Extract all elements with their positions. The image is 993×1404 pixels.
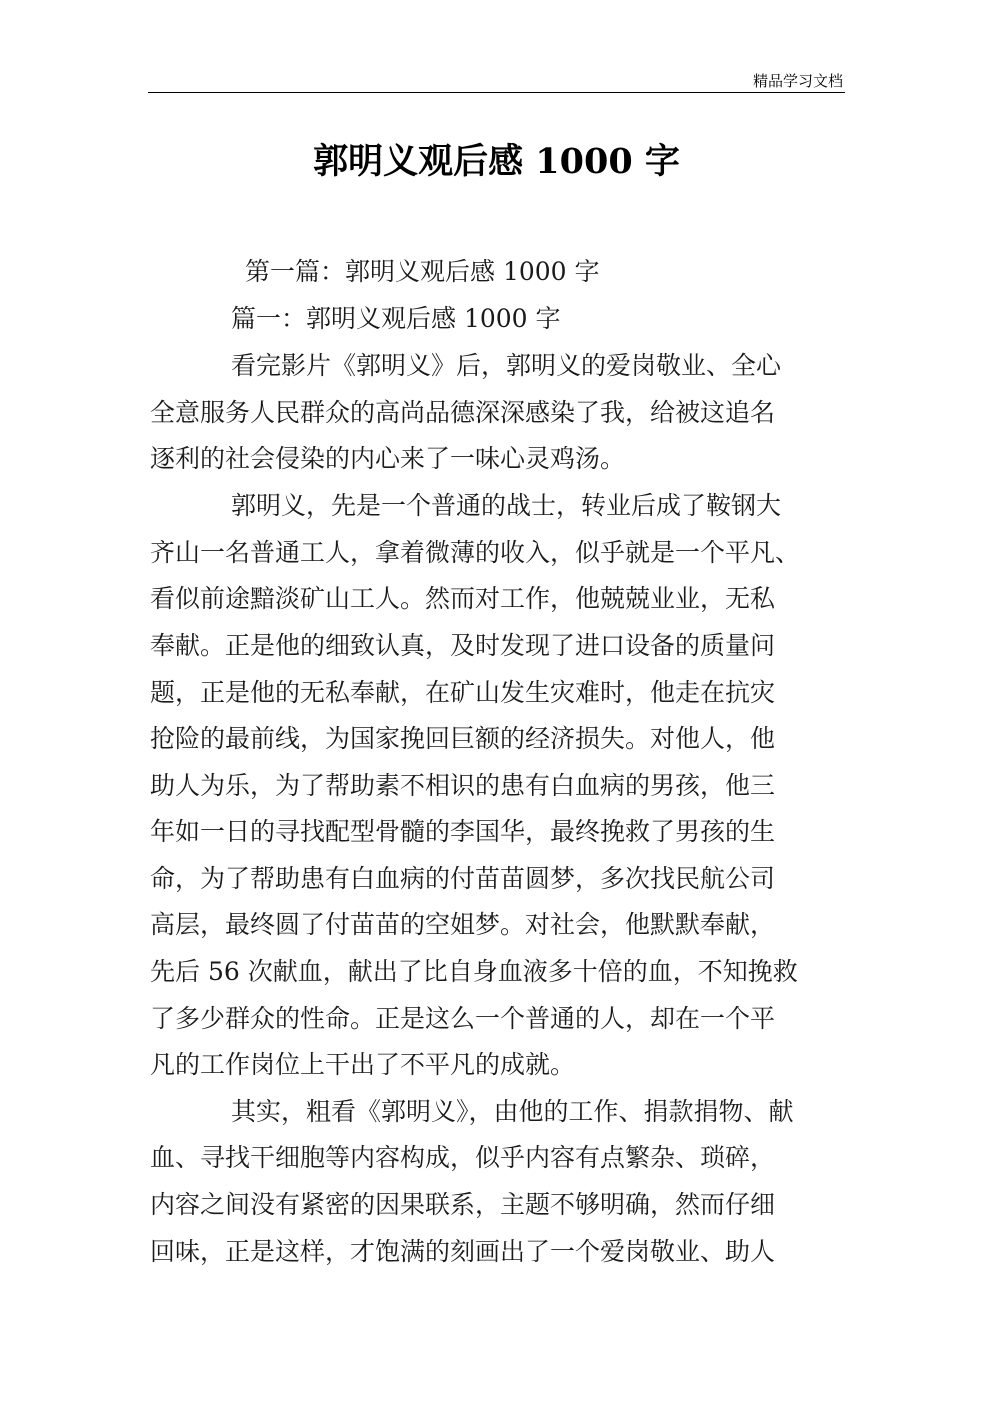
body-line: 郭明义，先是一个普通的战士，转业后成了鞍钢大 — [231, 491, 782, 520]
body-line: 其实，粗看《郭明义》，由他的工作、捐款捐物、献 — [231, 1097, 794, 1126]
header-label: 精品学习文档 — [752, 72, 843, 90]
body-line: 抢险的最前线，为国家挽回巨额的经济损失。对他人，他 — [150, 724, 776, 753]
body-line: 篇一：郭明义观后感 1000 字 — [231, 304, 561, 333]
body-line: 逐利的社会侵染的内心来了一味心灵鸡汤。 — [150, 444, 626, 473]
body-line: 助人为乐，为了帮助素不相识的患有白血病的男孩，他三 — [150, 771, 776, 800]
body-line: 齐山一名普通工人，拿着微薄的收入，似乎就是一个平凡、 — [150, 538, 801, 567]
body-line: 血、寻找干细胞等内容构成，似乎内容有点繁杂、琐碎， — [150, 1143, 776, 1172]
body-line: 内容之间没有紧密的因果联系，主题不够明确，然而仔细 — [150, 1190, 776, 1219]
body-line: 回味，正是这样，才饱满的刻画出了一个爱岗敬业、助人 — [150, 1237, 776, 1266]
body-line: 全意服务人民群众的高尚品德深深感染了我，给被这追名 — [150, 398, 776, 427]
body-line: 第一篇：郭明义观后感 1000 字 — [245, 257, 600, 286]
body-line: 奉献。正是他的细致认真，及时发现了进口设备的质量问 — [150, 631, 776, 660]
body-line: 年如一日的寻找配型骨髓的李国华，最终挽救了男孩的生 — [150, 817, 776, 846]
body-line: 先后 56 次献血，献出了比自身血液多十倍的血，不知挽救 — [150, 957, 798, 986]
body-line: 高层，最终圆了付苗苗的空姐梦。对社会，他默默奉献， — [150, 910, 776, 939]
body-line: 凡的工作岗位上干出了不平凡的成就。 — [150, 1050, 576, 1079]
document-title: 郭明义观后感 1000 字 — [313, 141, 680, 182]
body-line: 了多少群众的性命。正是这么一个普通的人，却在一个平 — [150, 1004, 776, 1033]
body-line: 看似前途黯淡矿山工人。然而对工作，他兢兢业业，无私 — [150, 584, 776, 613]
header-divider — [148, 92, 845, 93]
body-line: 命，为了帮助患有白血病的付苗苗圆梦，多次找民航公司 — [150, 864, 776, 893]
body-line: 看完影片《郭明义》后，郭明义的爱岗敬业、全心 — [231, 351, 782, 380]
body-line: 题，正是他的无私奉献，在矿山发生灾难时，他走在抗灾 — [150, 678, 776, 707]
